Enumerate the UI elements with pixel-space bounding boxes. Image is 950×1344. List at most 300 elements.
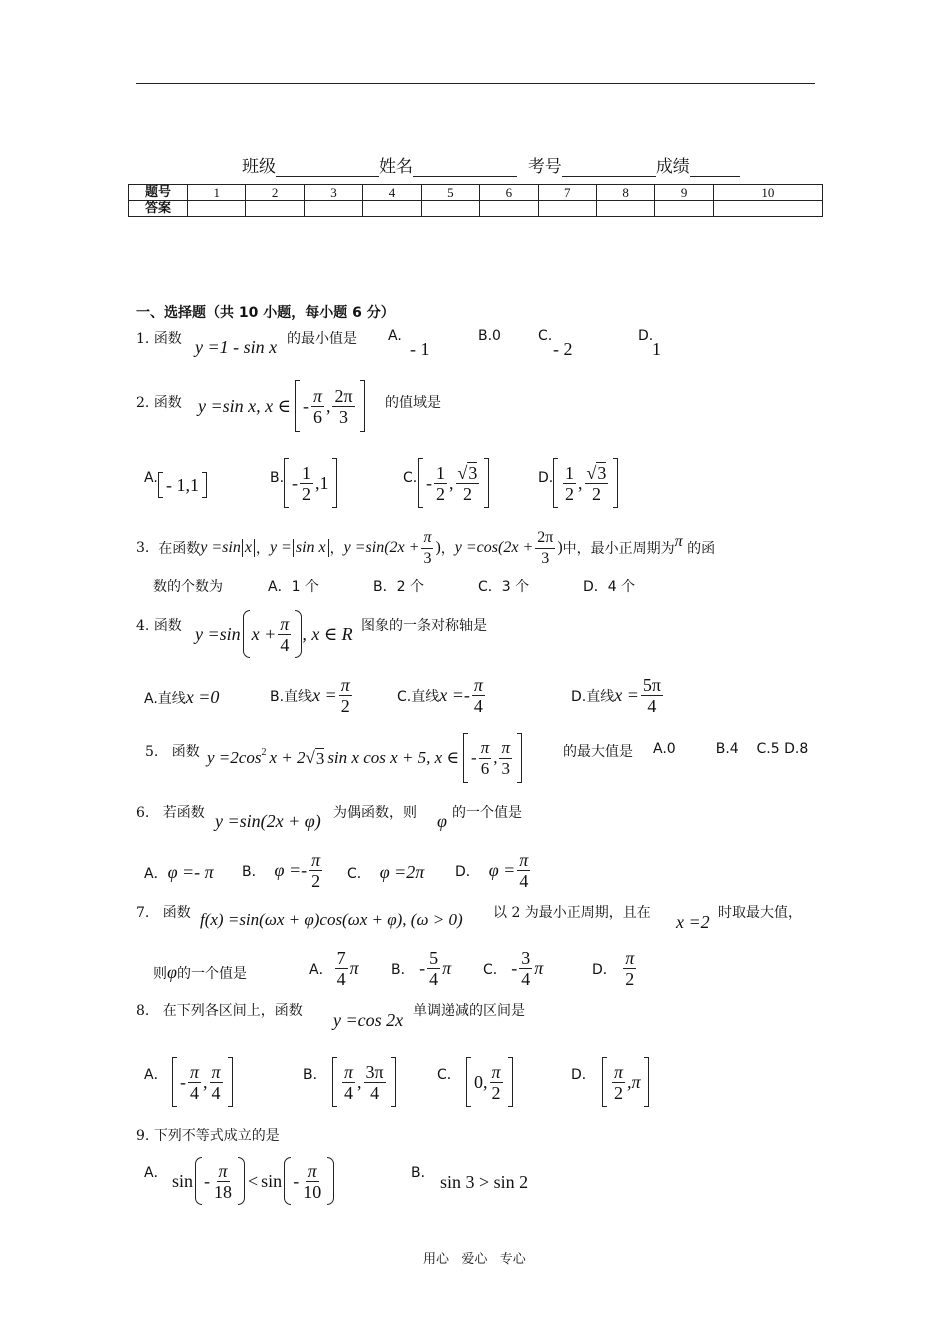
right-bracket bbox=[517, 733, 522, 783]
q8-formula: y =cos 2x bbox=[333, 1010, 404, 1030]
q9-prefix: 下列不等式成立的是 bbox=[153, 1128, 280, 1144]
score-label: 成绩 bbox=[655, 157, 690, 177]
pi-symbol: π bbox=[534, 958, 544, 978]
question-5 bbox=[145, 741, 200, 761]
q6-option-c[interactable] bbox=[347, 862, 424, 883]
header-rule bbox=[136, 83, 815, 84]
q6-option-b[interactable] bbox=[242, 850, 324, 891]
radicand: 3 bbox=[315, 748, 325, 768]
option-label: D.直线 bbox=[571, 688, 615, 705]
denominator: 6 bbox=[312, 406, 322, 427]
denominator: 4 bbox=[519, 871, 529, 891]
question-8 bbox=[136, 1000, 303, 1020]
option-label: A． bbox=[144, 866, 168, 882]
minus-sign: - bbox=[511, 958, 518, 978]
option-label: D． bbox=[592, 961, 617, 978]
denominator: 4 bbox=[473, 696, 483, 716]
denominator: 18 bbox=[214, 1181, 233, 1202]
left-bracket bbox=[158, 472, 163, 498]
separator: ， bbox=[329, 541, 344, 557]
denominator: 2 bbox=[591, 483, 601, 504]
q4-formula bbox=[195, 610, 353, 658]
fraction bbox=[210, 1062, 223, 1103]
right-paren bbox=[295, 610, 302, 658]
score-blank[interactable] bbox=[690, 158, 740, 177]
name-blank[interactable] bbox=[413, 158, 517, 177]
table-cell-number: 2 bbox=[246, 185, 304, 201]
q6-prefix: 若函数 bbox=[162, 805, 205, 821]
q2-formula-left: y =sin x, x ∈ bbox=[198, 395, 291, 416]
numerator: π bbox=[480, 737, 490, 757]
q1-option-a-value: - 1 bbox=[410, 339, 430, 359]
answer-table bbox=[128, 184, 823, 217]
q6-formula: y =sin(2x + φ) bbox=[215, 811, 321, 831]
minus-sign: - bbox=[471, 748, 477, 767]
fraction bbox=[188, 1062, 201, 1103]
right-bracket bbox=[508, 1057, 513, 1107]
left-bracket bbox=[172, 1057, 177, 1107]
fraction bbox=[479, 738, 492, 779]
pi-symbol: π bbox=[442, 958, 452, 978]
q1-suffix: 的最小值是 bbox=[287, 331, 357, 347]
denominator: 4 bbox=[190, 1082, 200, 1103]
q8-option-c-value bbox=[466, 1057, 513, 1107]
row-label-number: 题号 bbox=[129, 185, 188, 201]
right-bracket bbox=[332, 458, 337, 508]
answer-cell[interactable] bbox=[421, 201, 479, 217]
separator: ， bbox=[255, 541, 270, 557]
fraction bbox=[212, 1161, 234, 1202]
paren: ) bbox=[557, 539, 563, 556]
q8-option-b-value: $\frac{\pi}{4}$ , $\frac{3\pi}{4}$ bbox=[332, 1057, 396, 1107]
q5-suffix: 的最大值是 bbox=[563, 744, 633, 760]
numerator: π bbox=[218, 1160, 228, 1181]
q3-line2-text: 数的个数为 bbox=[153, 579, 223, 595]
q6-tail: 的一个值是 bbox=[452, 805, 522, 821]
table-cell-number: 8 bbox=[596, 185, 654, 201]
q7-num: 7. bbox=[136, 905, 150, 921]
q1-prefix: 函数 bbox=[153, 331, 182, 347]
option-math: x =0 bbox=[185, 687, 220, 707]
q5-options[interactable]: A.0 B.4 C.5 D.8 bbox=[653, 741, 809, 757]
fraction bbox=[519, 948, 532, 989]
q1-option-c-label[interactable]: C. bbox=[538, 328, 553, 344]
left-bracket bbox=[602, 1057, 607, 1107]
q7-option-a[interactable] bbox=[309, 948, 359, 989]
phi-symbol: φ bbox=[167, 962, 177, 982]
phi-symbol: φ bbox=[437, 811, 447, 831]
option-math: φ =2π bbox=[379, 862, 425, 882]
numerator: π bbox=[625, 948, 635, 968]
denominator: 3 bbox=[339, 406, 349, 427]
denominator: 3 bbox=[423, 549, 432, 567]
answer-cell[interactable] bbox=[188, 201, 246, 217]
q2-option-c[interactable]: C. bbox=[403, 470, 418, 486]
denominator: 2 bbox=[462, 483, 472, 504]
denominator: 2 bbox=[625, 969, 635, 989]
option-math: x = bbox=[614, 685, 639, 705]
numerator: π bbox=[190, 1061, 200, 1082]
numerator: π bbox=[211, 1061, 221, 1082]
numerator: 3π bbox=[365, 1061, 384, 1082]
q7-line2-text: 则 bbox=[153, 966, 167, 982]
question-4 bbox=[136, 615, 182, 635]
q5-num: 5. bbox=[145, 744, 159, 760]
q4-f-inner: x + bbox=[251, 623, 277, 644]
q6-option-a[interactable] bbox=[144, 862, 214, 883]
fraction bbox=[335, 948, 348, 989]
denominator: 3 bbox=[501, 758, 510, 778]
table-cell-number: 4 bbox=[363, 185, 421, 201]
question-1 bbox=[136, 328, 182, 348]
table-cell-number: 9 bbox=[655, 185, 713, 201]
q7-mid: 以 2 为最小正周期，且在 bbox=[493, 905, 651, 921]
q5-prefix: 函数 bbox=[171, 744, 200, 760]
right-bracket bbox=[202, 472, 207, 498]
option-label: C.直线 bbox=[397, 688, 440, 705]
right-paren bbox=[327, 1157, 334, 1205]
less-than: < bbox=[248, 1170, 259, 1191]
q4-f-tail: , x ∈ R bbox=[302, 623, 353, 644]
fraction bbox=[311, 386, 324, 427]
q8-option-d-label[interactable]: D． bbox=[571, 1067, 596, 1083]
answer-cell[interactable] bbox=[538, 201, 596, 217]
table-cell-number: 1 bbox=[188, 185, 246, 201]
minus-sign: - bbox=[292, 472, 298, 493]
denominator: 4 bbox=[344, 1082, 354, 1103]
q4-num: 4. bbox=[136, 618, 150, 634]
q2-option-d[interactable]: D. bbox=[538, 470, 554, 486]
table-cell-number: 10 bbox=[713, 185, 822, 201]
question-number-row bbox=[129, 185, 823, 201]
denominator: 2 bbox=[491, 1082, 501, 1103]
option-label: A． bbox=[309, 961, 333, 978]
q8-num: 8. bbox=[136, 1003, 150, 1019]
q3-num: 3. bbox=[136, 540, 150, 556]
q4-suffix: 图象的一条对称轴是 bbox=[361, 618, 487, 634]
q3-f2-arg: sin x bbox=[293, 539, 329, 557]
left-bracket bbox=[295, 380, 300, 432]
left-paren bbox=[243, 610, 250, 658]
question-3 bbox=[136, 525, 715, 571]
option-label: D． bbox=[455, 863, 480, 880]
numerator: √3 bbox=[457, 462, 478, 483]
fraction bbox=[641, 675, 663, 716]
denominator: 3 bbox=[541, 549, 550, 567]
q8-option-c-label[interactable]: C． bbox=[437, 1067, 461, 1083]
fraction bbox=[499, 738, 512, 779]
q1-option-b-label[interactable]: B.0 bbox=[478, 328, 501, 344]
option-math: x = bbox=[312, 685, 337, 705]
denominator: 4 bbox=[647, 696, 657, 716]
q9-option-a-value bbox=[172, 1157, 334, 1205]
row-label-answer: 答案 bbox=[129, 201, 188, 217]
numerator: π bbox=[344, 1061, 354, 1082]
q7-formula: f(x) =sin(ωx + φ)cos(ωx + φ), (ω > 0) bbox=[200, 910, 463, 929]
numerator: π bbox=[307, 1160, 317, 1181]
fraction bbox=[309, 850, 322, 891]
right-paren bbox=[238, 1157, 245, 1205]
left-bracket bbox=[466, 1057, 471, 1107]
q2-option-a-value bbox=[158, 472, 207, 498]
answer-cell[interactable] bbox=[596, 201, 654, 217]
q9-num: 9. bbox=[136, 1128, 150, 1144]
q3-mid: 中，最小正周期为 bbox=[562, 541, 675, 557]
denominator: 2 bbox=[565, 483, 574, 504]
q8-option-a-label[interactable]: A． bbox=[144, 1067, 168, 1083]
q4-f-left: y =sin bbox=[195, 623, 241, 644]
numerator: 1 bbox=[565, 462, 574, 483]
fraction bbox=[456, 463, 480, 504]
tail: ,1 bbox=[315, 472, 329, 493]
radicand: 3 bbox=[597, 462, 607, 483]
q1-num: 1. bbox=[136, 331, 150, 347]
right-bracket bbox=[391, 1057, 396, 1107]
answer-cell[interactable] bbox=[655, 201, 713, 217]
numerator: √3 bbox=[586, 462, 607, 483]
sin-text: sin bbox=[261, 1170, 283, 1191]
right-bracket bbox=[228, 1057, 233, 1107]
left-bracket bbox=[418, 458, 423, 508]
q2-option-d-value: $\frac{1}{2}$ , $\frac{√3}{2}$ bbox=[553, 458, 618, 508]
exam-no-blank[interactable] bbox=[562, 158, 656, 177]
q2-prefix: 函数 bbox=[153, 395, 182, 411]
fraction bbox=[490, 1062, 503, 1103]
table-cell-number: 7 bbox=[538, 185, 596, 201]
option-label: B． bbox=[242, 863, 266, 880]
q5-f-b: x + 2 bbox=[269, 748, 306, 767]
minus-sign: - bbox=[419, 958, 426, 978]
q3-f2: y = bbox=[269, 539, 292, 556]
q5-f-a: y =2cos bbox=[207, 748, 262, 767]
numerator: 5π bbox=[642, 675, 661, 695]
table-cell-number: 3 bbox=[304, 185, 362, 201]
option-math: φ =- π bbox=[167, 862, 214, 882]
q7-option-b[interactable] bbox=[391, 948, 451, 989]
q7-option-d[interactable] bbox=[592, 948, 638, 989]
q7-line2 bbox=[153, 962, 247, 983]
question-9 bbox=[136, 1125, 280, 1145]
separator: ， bbox=[440, 541, 455, 557]
q6-option-d[interactable] bbox=[455, 850, 532, 891]
q4-option-b[interactable] bbox=[270, 675, 354, 716]
denominator: 4 bbox=[521, 969, 531, 989]
fraction bbox=[300, 463, 313, 504]
right-bracket bbox=[484, 458, 489, 508]
left-bracket bbox=[284, 458, 289, 508]
denominator: 2 bbox=[436, 483, 445, 504]
question-7 bbox=[136, 902, 191, 922]
fraction bbox=[535, 528, 555, 569]
option-label: C． bbox=[483, 961, 507, 978]
answer-cell[interactable] bbox=[363, 201, 421, 217]
denominator: 4 bbox=[211, 1082, 221, 1103]
answer-row bbox=[129, 201, 823, 217]
q2-suffix: 的值域是 bbox=[385, 395, 441, 411]
left-bracket bbox=[553, 458, 558, 508]
fraction bbox=[434, 463, 447, 504]
interval-text: - 1,1 bbox=[166, 474, 199, 495]
denominator: 2 bbox=[614, 1082, 624, 1103]
q6-suffix: 为偶函数，则 bbox=[333, 805, 417, 821]
q5-formula: y =2cos $^2$ x + 2 √ 3 sin x cos x + 5, x ∈ - $\frac{\pi}{6}$ , $\frac{\pi}{3}$ bbox=[207, 733, 522, 783]
option-label: B． bbox=[391, 961, 415, 978]
fraction bbox=[563, 463, 576, 504]
q7-condition: x =2 bbox=[676, 912, 710, 932]
minus-sign: - bbox=[180, 1071, 186, 1092]
q7-tail: 时取最大值， bbox=[718, 905, 802, 921]
numerator: 2π bbox=[334, 385, 353, 406]
numerator: 2π bbox=[535, 528, 555, 549]
denominator: 2 bbox=[302, 483, 311, 504]
fraction bbox=[517, 850, 530, 891]
q1-formula: y =1 - sin x bbox=[195, 337, 278, 357]
q3-line2 bbox=[153, 576, 223, 596]
q4-prefix: 函数 bbox=[153, 618, 182, 634]
numerator: 1 bbox=[302, 462, 311, 483]
left-paren bbox=[195, 1157, 202, 1205]
q3-f4: y =cos(2x + bbox=[454, 539, 534, 556]
q3-f3: y =sin(2x + bbox=[343, 539, 420, 556]
fraction bbox=[427, 948, 440, 989]
numerator: π bbox=[501, 737, 510, 757]
left-bracket bbox=[332, 1057, 337, 1107]
sin-text: sin bbox=[172, 1170, 194, 1191]
class-label: 班级 bbox=[242, 157, 276, 177]
numerator: π bbox=[519, 850, 529, 870]
denominator: 4 bbox=[370, 1082, 380, 1103]
denominator: 2 bbox=[311, 871, 321, 891]
numerator: π bbox=[280, 613, 290, 634]
denominator: 4 bbox=[280, 634, 290, 655]
q3-option-d[interactable]: D．4 个 bbox=[583, 579, 636, 595]
q5-f-c: sin x cos x + 5, x ∈ bbox=[327, 748, 460, 767]
numerator: π bbox=[491, 1061, 501, 1082]
q8-option-a-value: - $\frac{\pi}{4}$ , $\frac{\pi}{4}$ bbox=[172, 1057, 233, 1107]
fraction bbox=[472, 675, 485, 716]
q7-line2-tail: 的一个值是 bbox=[176, 966, 247, 982]
fraction bbox=[278, 614, 291, 655]
q1-option-c-value: - 2 bbox=[553, 339, 573, 359]
fraction bbox=[585, 463, 609, 504]
option-label: B.直线 bbox=[270, 688, 313, 705]
pi-symbol: π bbox=[674, 533, 683, 550]
question-2 bbox=[136, 392, 182, 412]
right-bracket bbox=[360, 380, 365, 432]
fraction bbox=[421, 528, 433, 569]
q2-option-a[interactable]: A. bbox=[144, 470, 158, 486]
q8-option-b-label[interactable]: B． bbox=[303, 1067, 327, 1083]
answer-cell[interactable] bbox=[480, 201, 538, 217]
q3-option-b[interactable]: B．2 个 bbox=[373, 579, 424, 595]
left-paren bbox=[284, 1157, 291, 1205]
q6-num: 6. bbox=[136, 805, 150, 821]
q2-option-b[interactable]: B. bbox=[270, 470, 285, 486]
page-footer: 用心 爱心 专心 bbox=[423, 1252, 526, 1267]
q2-option-c-value: - $\frac{1}{2}$ , $\frac{√3}{2}$ bbox=[418, 458, 489, 508]
name-label: 姓名 bbox=[379, 157, 413, 177]
q3-option-a[interactable]: A．1 个 bbox=[268, 579, 319, 595]
q8-prefix: 在下列各区间上，函数 bbox=[162, 1003, 303, 1019]
fraction bbox=[332, 386, 354, 427]
q4-option-a[interactable] bbox=[144, 687, 219, 708]
radicand: 3 bbox=[468, 462, 478, 483]
q8-suffix: 单调递减的区间是 bbox=[413, 1003, 525, 1019]
numerator: 1 bbox=[436, 462, 445, 483]
denominator: 4 bbox=[429, 969, 439, 989]
lower-bound: 0, bbox=[474, 1071, 488, 1092]
q3-f1: y =sin bbox=[200, 539, 241, 556]
q2-num: 2. bbox=[136, 395, 150, 411]
option-label: A.直线 bbox=[144, 691, 186, 707]
fraction bbox=[612, 1062, 625, 1103]
q3-option-c[interactable]: C．3 个 bbox=[478, 579, 530, 595]
denominator: 4 bbox=[336, 969, 346, 989]
class-blank[interactable] bbox=[276, 158, 379, 177]
q4-option-c[interactable] bbox=[397, 675, 487, 716]
exam-no-label: 考号 bbox=[527, 157, 562, 177]
answer-cell[interactable] bbox=[713, 201, 822, 217]
q1-option-d-label[interactable]: D. bbox=[638, 328, 654, 344]
student-info-line bbox=[242, 152, 740, 177]
q2-option-b-value bbox=[284, 458, 337, 508]
exponent: 2 bbox=[261, 746, 267, 758]
option-label: C． bbox=[347, 866, 371, 882]
minus-sign: - bbox=[302, 395, 309, 416]
minus-sign: - bbox=[293, 1170, 300, 1191]
paren: ) bbox=[435, 539, 441, 556]
q7-option-c[interactable] bbox=[483, 948, 543, 989]
denominator: 2 bbox=[340, 696, 350, 716]
fraction bbox=[364, 1062, 386, 1103]
q8-option-d-value bbox=[602, 1057, 649, 1107]
numerator: π bbox=[473, 675, 483, 695]
fraction bbox=[623, 948, 636, 989]
table-cell-number: 5 bbox=[421, 185, 479, 201]
q1-option-a-label[interactable]: A. bbox=[388, 328, 402, 344]
question-6 bbox=[136, 802, 205, 822]
q2-formula: y =sin x, x ∈ - $\frac{\pi}{6}$ , $\frac{2\pi}{3}$ bbox=[198, 380, 365, 432]
right-bracket bbox=[613, 458, 618, 508]
fraction bbox=[339, 675, 352, 716]
q9-option-b-value: sin 3 > sin 2 bbox=[440, 1172, 529, 1192]
denominator: 6 bbox=[480, 758, 490, 778]
right-bracket bbox=[644, 1057, 649, 1107]
numerator: π bbox=[421, 528, 433, 549]
q9-option-a-label[interactable]: A． bbox=[144, 1165, 168, 1181]
option-math: φ = bbox=[488, 860, 516, 880]
numerator: π bbox=[311, 850, 321, 870]
minus-sign: - bbox=[426, 472, 432, 493]
section-title: 一、选择题（共 10 小题，每小题 6 分） bbox=[136, 305, 395, 321]
q4-option-d[interactable] bbox=[571, 675, 665, 716]
fraction bbox=[342, 1062, 355, 1103]
table-cell-number: 6 bbox=[480, 185, 538, 201]
q3-f1-arg: x bbox=[242, 539, 255, 557]
numerator: π bbox=[614, 1061, 624, 1082]
pi-symbol: π bbox=[349, 958, 359, 978]
upper-bound: ,π bbox=[627, 1071, 641, 1092]
option-math: φ =- bbox=[274, 860, 308, 880]
answer-cell[interactable] bbox=[246, 201, 304, 217]
numerator: 3 bbox=[521, 948, 531, 968]
answer-cell[interactable] bbox=[304, 201, 362, 217]
numerator: 7 bbox=[336, 948, 346, 968]
q3-tail: 的函 bbox=[687, 541, 716, 557]
q9-option-b-label[interactable]: B． bbox=[411, 1165, 435, 1181]
minus-sign: - bbox=[204, 1170, 211, 1191]
numerator: π bbox=[312, 385, 322, 406]
